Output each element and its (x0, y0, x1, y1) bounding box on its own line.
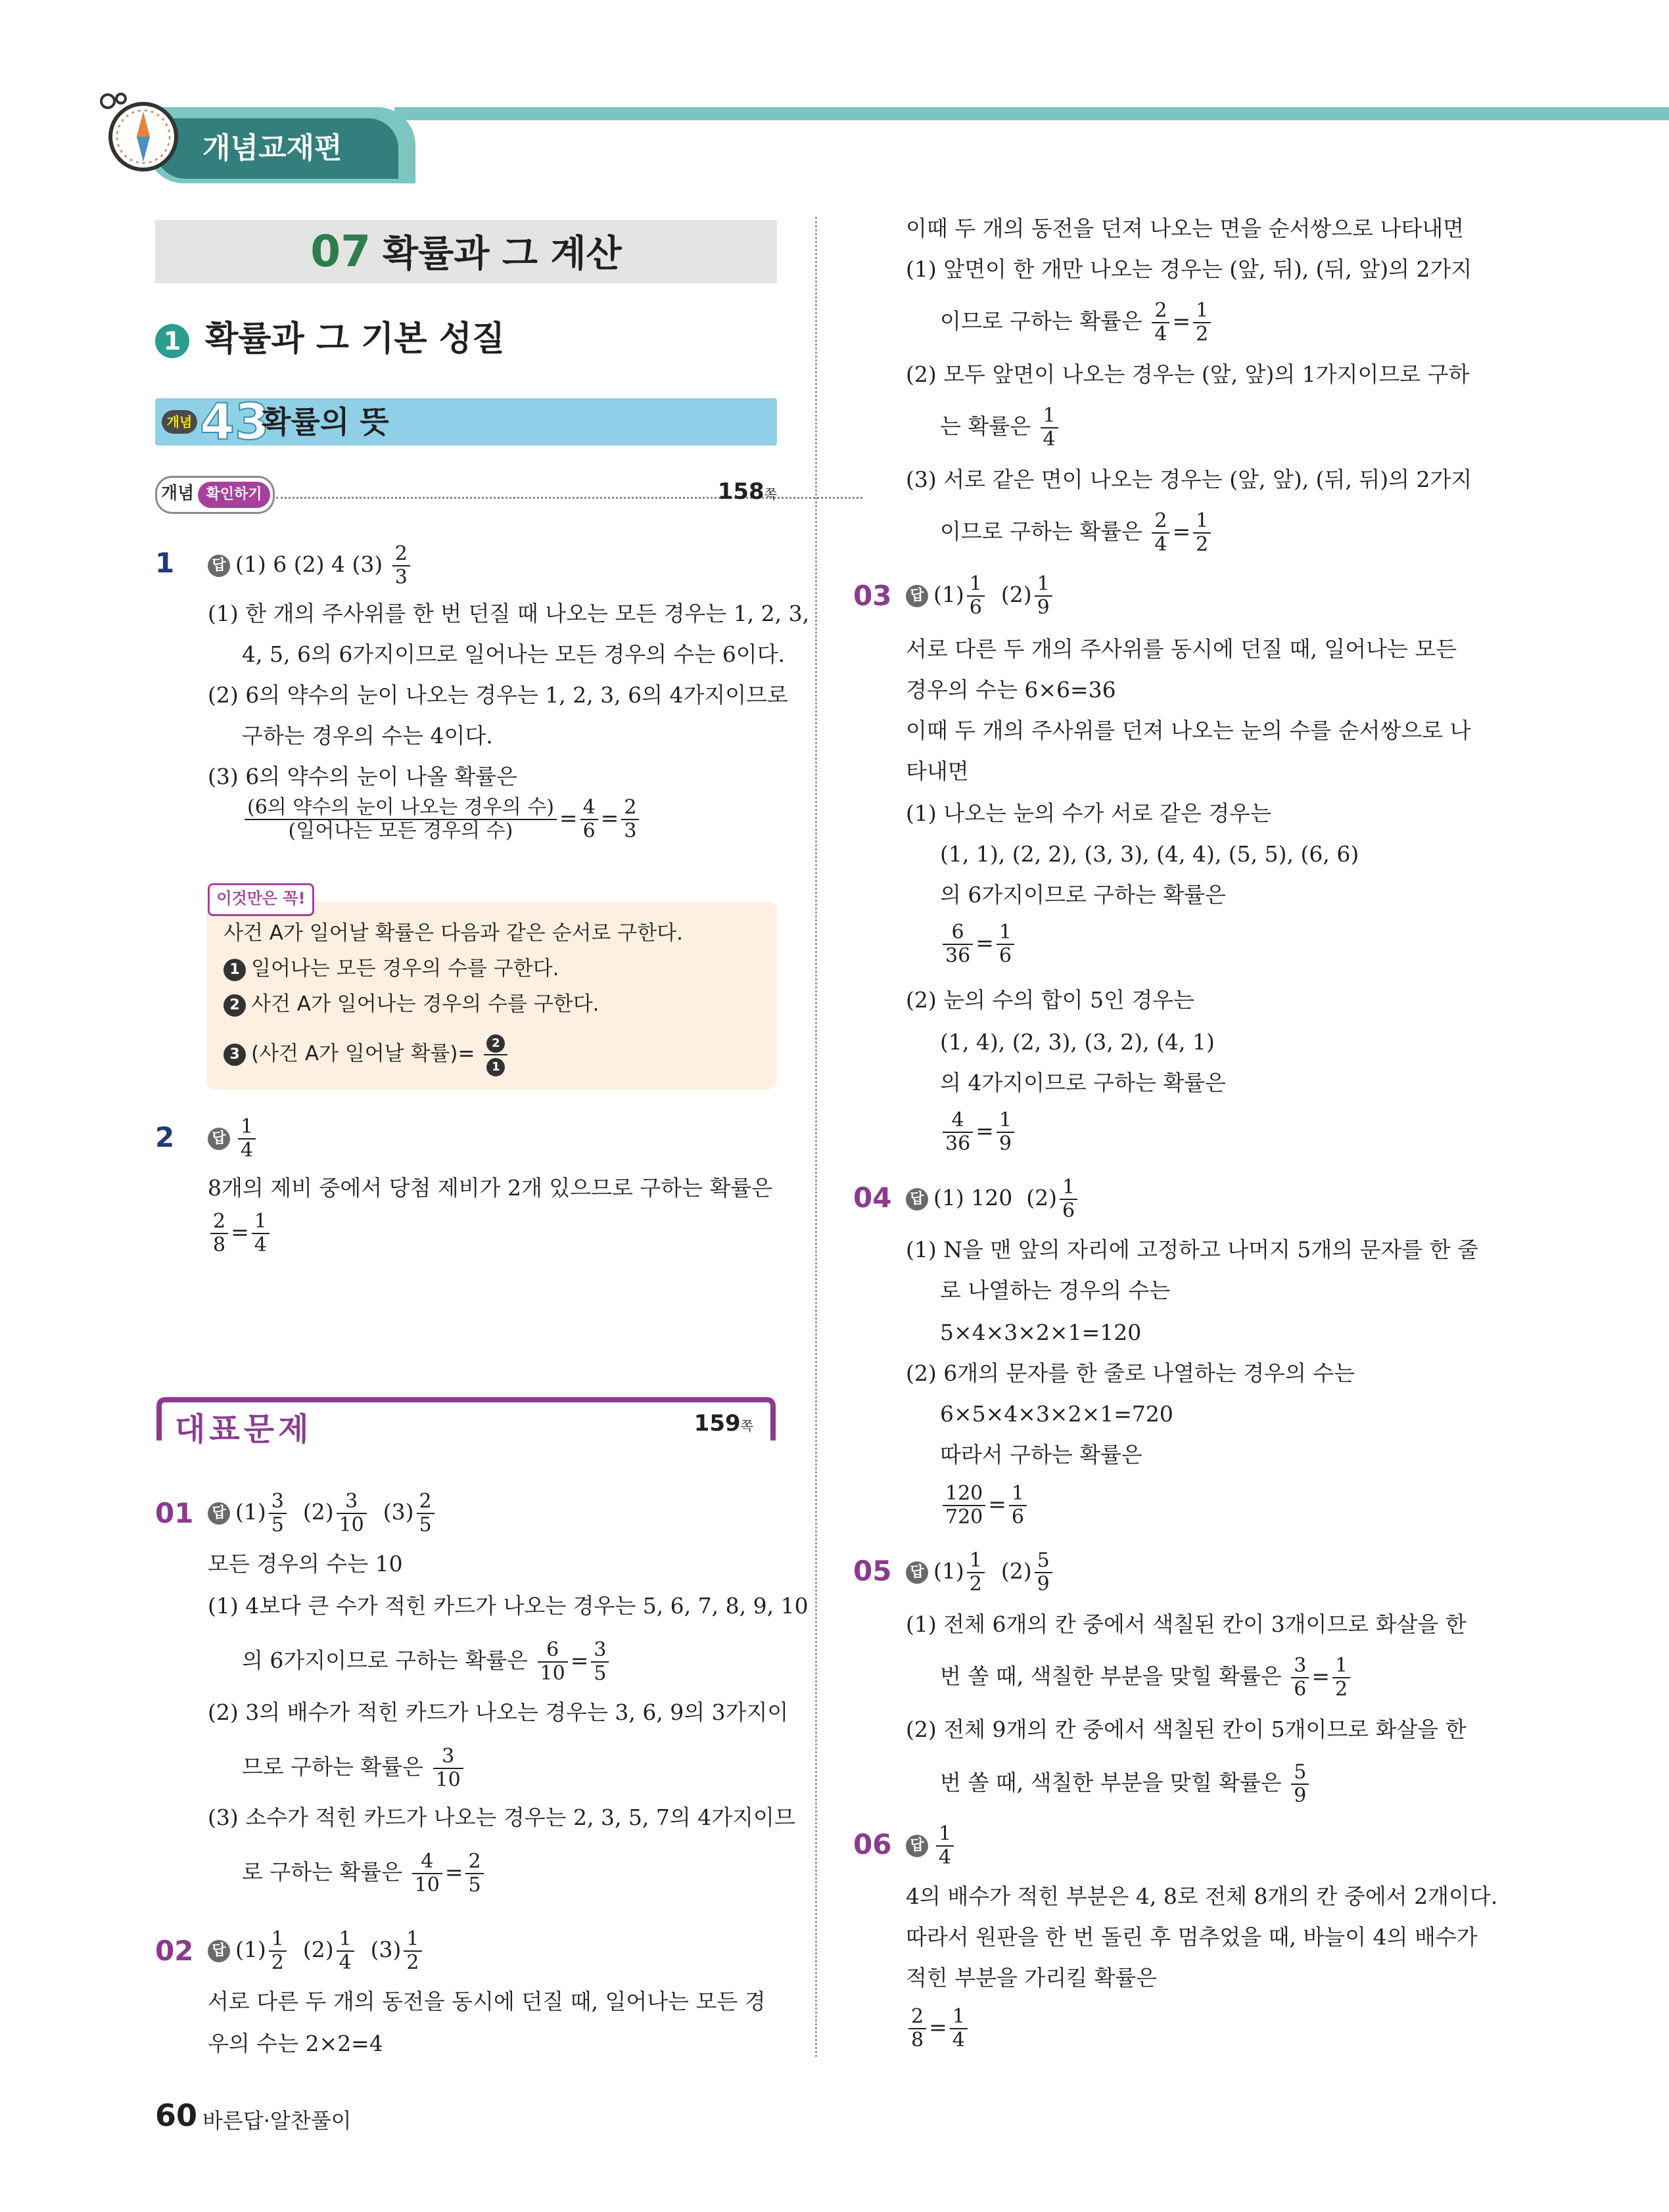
solution-line: (2) 6의 약수의 눈이 나오는 경우는 1, 2, 3, 6의 4가지이므로 (208, 682, 788, 708)
rep-header (155, 1397, 777, 1448)
fraction: $\frac{4}{6}$ (580, 796, 598, 842)
solution-line: (3) 서로 같은 면이 나오는 경우는 (앞, 앞), (뒤, 뒤)의 2가지 (906, 467, 1472, 492)
solution-line: 이때 두 개의 주사위를 던져 나오는 눈의 수를 순서쌍으로 나 (906, 718, 1471, 743)
fraction-equation: $\frac{2}{8}$ = $\frac{1}{4}$ (208, 1210, 272, 1256)
answer-icon: 답 (208, 555, 230, 577)
fraction: $\frac{2}{5}$ (417, 1490, 435, 1536)
fraction-equation: $\frac{120}{720}$ = $\frac{1}{6}$ (940, 1483, 1029, 1529)
solution-line: 로 구하는 확률은 $\frac{4}{10}$ = $\frac{2}{5}$ (242, 1851, 486, 1897)
tip-step: 3 (사건 A가 일어날 확률)= $\frac{2}{1}$ (223, 1032, 510, 1078)
solution-line: 적힌 부분을 가리킬 확률은 (906, 1965, 1158, 1991)
fraction: $\frac{1}{4}$ (950, 2006, 968, 2052)
solution-line: 8개의 제비 중에서 당첨 제비가 2개 있으므로 구하는 확률은 (208, 1175, 773, 1201)
fraction: $\frac{1}{2}$ (967, 1550, 985, 1596)
fraction: $\frac{1}{9}$ (1035, 573, 1052, 619)
solution-line: (2) 3의 배수가 적힌 카드가 나오는 경우는 3, 6, 9의 3가지이 (208, 1699, 789, 1725)
solution-line: 4, 5, 6의 6가지이므로 일어나는 모든 경우의 수는 6이다. (242, 641, 786, 667)
tip-step: 2 사건 A가 일어나는 경우의 수를 구한다. (223, 990, 599, 1019)
page-number: 60 (155, 2098, 198, 2133)
question-number: 02 (155, 1935, 194, 1967)
fraction: $\frac{1}{6}$ (1009, 1483, 1027, 1529)
solution-line: (1, 1), (2, 2), (3, 3), (4, 4), (5, 5), (6, 6) (940, 841, 1359, 867)
solution-line: (1) 한 개의 주사위를 한 번 던질 때 나오는 모든 경우는 1, 2, 3, (208, 601, 810, 626)
check-page-number: 158 (717, 478, 764, 505)
check-label-b: 확인하기 (198, 482, 270, 508)
fraction: $\frac{6}{36}$ (943, 921, 973, 967)
solution-line: (2) 모두 앞면이 나오는 경우는 (앞, 앞)의 1가지이므로 구하 (906, 361, 1470, 387)
fraction-equation: $\frac{2}{8}$ = $\frac{1}{4}$ (906, 2006, 970, 2052)
solution-line: (1) 4보다 큰 수가 적힌 카드가 나오는 경우는 5, 6, 7, 8, 9, 10 (208, 1593, 809, 1619)
compass-clock-icon (99, 92, 184, 177)
fraction: $\frac{5}{9}$ (1035, 1550, 1052, 1596)
solution-line: (1) N을 맨 앞의 자리에 고정하고 나머지 5개의 문자를 한 줄 (906, 1237, 1478, 1262)
fraction: $\frac{1}{2}$ (1193, 300, 1211, 346)
answer-icon: 답 (906, 1835, 928, 1857)
fraction: $\frac{2}{3}$ (392, 543, 410, 589)
solution-line: (2) 전체 9개의 칸 중에서 색칠된 칸이 5개이므로 화살을 한 (906, 1717, 1467, 1742)
solution-line: 므로 구하는 확률은 $\frac{3}{10}$ (242, 1745, 466, 1791)
concept-title: 확률의 뜻 (262, 404, 389, 440)
rep-page-ref: 159쪽 (693, 1410, 753, 1437)
fraction: $\frac{1}{2}$ (1332, 1655, 1350, 1701)
fraction: $\frac{1}{4}$ (936, 1823, 954, 1869)
fraction: $\frac{2}{8}$ (210, 1210, 228, 1256)
concept-number: 43 (200, 392, 270, 451)
solution-line: (3) 6의 약수의 눈이 나올 확률은 (208, 764, 517, 789)
answer-text: (1) 6 (2) 4 (3) (235, 551, 383, 577)
check-header (155, 472, 777, 511)
solution-line: 4의 배수가 적힌 부분은 4, 8로 전체 8개의 칸 중에서 2개이다. (906, 1883, 1498, 1909)
step-number-icon: 3 (223, 1044, 246, 1066)
solution-line: 경우의 수는 6×6=36 (906, 677, 1116, 703)
step-number-icon: 1 (223, 959, 246, 981)
fraction: $\frac{4}{10}$ (412, 1851, 442, 1897)
tip-label: 이것만은 꼭! (208, 883, 314, 916)
solution-line: 따라서 구하는 확률은 (940, 1442, 1142, 1467)
check-pill (155, 476, 275, 514)
fraction: $\frac{2}{4}$ (1152, 510, 1169, 556)
solution-line: (3) 소수가 적힌 카드가 나오는 경우는 2, 3, 5, 7의 4가지이므 (208, 1805, 795, 1830)
answer-line: 답 (1) $\frac{1}{6}$ (2) $\frac{1}{9}$ (906, 573, 1055, 619)
solution-line: 타내면 (906, 758, 969, 784)
solution-line: 5×4×3×2×1=120 (940, 1320, 1142, 1345)
header-tab: 개념교재편 (155, 118, 398, 179)
solution-line: 이므로 구하는 확률은 $\frac{2}{4}$ = $\frac{1}{2}$ (940, 510, 1213, 556)
chapter-title-text: 확률과 그 계산 (383, 233, 622, 275)
solution-line: 번 쏠 때, 색칠한 부분을 맞힐 확률은 $\frac{5}{9}$ (940, 1761, 1311, 1807)
section-number: 1 (155, 324, 189, 358)
fraction: $\frac{1}{2}$ (1193, 510, 1211, 556)
check-page-unit: 쪽 (764, 486, 777, 502)
solution-line: (1, 4), (2, 3), (3, 2), (4, 1) (940, 1029, 1215, 1055)
solution-line: (1) 전체 6개의 칸 중에서 색칠된 칸이 3개이므로 화살을 한 (906, 1611, 1467, 1637)
fraction: $\frac{\text{(6의 약수의 눈이 나오는 경우의 수)}}{\text{(일어나는 모든 경우의 수)}}$ (245, 796, 557, 842)
solution-line: (2) 6개의 문자를 한 줄로 나열하는 경우의 수는 (906, 1360, 1355, 1386)
fraction: $\frac{1}{4}$ (1041, 405, 1058, 451)
solution-line: 따라서 원판을 한 번 돌린 후 멈추었을 때, 바늘이 4의 배수가 (906, 1924, 1478, 1950)
fraction: $\frac{1}{2}$ (269, 1928, 287, 1974)
solution-line: 모든 경우의 수는 10 (208, 1551, 403, 1577)
answer-line: 답 (1) 120 (2) $\frac{1}{6}$ (906, 1176, 1080, 1222)
solution-line: 는 확률은 $\frac{1}{4}$ (940, 405, 1061, 451)
answer-icon: 답 (906, 1561, 928, 1584)
fraction: $\frac{3}{10}$ (433, 1745, 463, 1791)
fraction: $\frac{2}{4}$ (1152, 300, 1169, 346)
solution-line: (1) 나오는 눈의 수가 서로 같은 경우는 (906, 800, 1271, 826)
solution-line: 이므로 구하는 확률은 $\frac{2}{4}$ = $\frac{1}{2}$ (940, 300, 1213, 346)
fraction-equation: $\frac{6}{36}$ = $\frac{1}{6}$ (940, 921, 1017, 967)
answer-icon: 답 (208, 1502, 230, 1525)
fraction: $\frac{1}{9}$ (997, 1109, 1014, 1155)
section-title (155, 319, 505, 359)
solution-line: 구하는 경우의 수는 4이다. (242, 723, 493, 749)
section-title-text: 확률과 그 기본 성질 (205, 319, 505, 359)
fraction: $\frac{2}{5}$ (465, 1851, 483, 1897)
concept-badge: 개념 (162, 410, 197, 434)
column-divider (815, 217, 817, 2057)
fraction: $\frac{120}{720}$ (943, 1483, 985, 1529)
fraction: $\frac{3}{5}$ (269, 1490, 287, 1536)
answer-line: 답 (1) $\frac{1}{2}$ (2) $\frac{5}{9}$ (906, 1550, 1055, 1596)
fraction: $\frac{3}{10}$ (337, 1490, 367, 1536)
solution-line: 서로 다른 두 개의 동전을 동시에 던질 때, 일어나는 모든 경 (208, 1989, 766, 2014)
footer-title: 바른답·알찬풀이 (202, 2108, 352, 2133)
header-rule (394, 107, 1669, 120)
tip-step: 1 일어나는 모든 경우의 수를 구한다. (223, 954, 559, 983)
solution-line: 이때 두 개의 동전을 던져 나오는 면을 순서쌍으로 나타내면 (906, 216, 1464, 241)
answer-icon: 답 (906, 1188, 928, 1210)
fraction: $\frac{6}{10}$ (538, 1639, 568, 1685)
fraction: $\frac{1}{6}$ (997, 921, 1014, 967)
problem-number: 1 (155, 547, 175, 579)
answer-icon: 답 (208, 1940, 230, 1962)
question-number: 03 (853, 580, 892, 612)
fraction: $\frac{2}{3}$ (621, 796, 639, 842)
fraction: $\frac{4}{36}$ (943, 1109, 973, 1155)
fraction: $\frac{5}{9}$ (1291, 1761, 1309, 1807)
fraction: $\frac{1}{4}$ (337, 1928, 354, 1974)
solution-line: 의 6가지이므로 구하는 확률은 (940, 882, 1227, 908)
fraction: $\frac{1}{6}$ (967, 573, 985, 619)
rep-title: 대표문제 (175, 1411, 313, 1448)
solution-line: 우의 수는 2×2=4 (208, 2031, 383, 2056)
fraction: $\frac{1}{4}$ (252, 1210, 270, 1256)
solution-line: 로 나열하는 경우의 수는 (940, 1278, 1171, 1303)
solution-line: (2) 눈의 수의 합이 5인 경우는 (906, 987, 1194, 1013)
fraction: $\frac{2}{1}$ (484, 1032, 507, 1078)
answer-icon: 답 (906, 585, 928, 607)
fraction: $\frac{1}{6}$ (1060, 1176, 1077, 1222)
solution-line: 의 4가지이므로 구하는 확률은 (940, 1070, 1227, 1095)
chapter-title (155, 220, 777, 283)
question-number: 01 (155, 1497, 194, 1529)
answer-line: 답 (1) $\frac{3}{5}$ (2) $\frac{3}{10}$ (3) $\frac{2}{5}$ (208, 1490, 437, 1536)
answer-line: 답 (1) $\frac{1}{2}$ (2) $\frac{1}{4}$ (3) $\frac{1}{2}$ (208, 1928, 425, 1974)
check-page-ref (718, 478, 777, 505)
question-number: 05 (853, 1555, 892, 1587)
answer-line (906, 1823, 956, 1869)
question-number: 06 (853, 1828, 892, 1860)
fraction: $\frac{3}{5}$ (591, 1639, 609, 1685)
answer-line (208, 543, 413, 589)
solution-line: 6×5×4×3×2×1=720 (940, 1401, 1173, 1427)
concept-bar (155, 392, 777, 451)
solution-line: 의 6가지이므로 구하는 확률은 $\frac{6}{10}$ = $\frac{3}{5}$ (242, 1639, 611, 1685)
solution-line: 번 쏠 때, 색칠한 부분을 맞힐 확률은 $\frac{3}{6}$ = $\frac{1}{2}$ (940, 1655, 1353, 1701)
tip-line: 사건 A가 일어날 확률은 다음과 같은 순서로 구한다. (223, 921, 683, 945)
check-label-a: 개념 (161, 484, 195, 503)
fraction-equation: $\frac{4}{36}$ = $\frac{1}{9}$ (940, 1109, 1017, 1155)
solution-line: (1) 앞면이 한 개만 나오는 경우는 (앞, 뒤), (뒤, 앞)의 2가지 (906, 256, 1472, 282)
solution-line: 서로 다른 두 개의 주사위를 동시에 던질 때, 일어나는 모든 (906, 636, 1457, 662)
problem-number: 2 (155, 1121, 175, 1153)
fraction: $\frac{1}{2}$ (404, 1928, 421, 1974)
answer-icon: 답 (208, 1128, 230, 1150)
answer-line (208, 1116, 258, 1162)
step-number-icon: 2 (223, 994, 246, 1017)
fraction: $\frac{2}{8}$ (908, 2006, 926, 2052)
fraction-equation: $\frac{\text{(6의 약수의 눈이 나오는 경우의 수)}}{\text{(일어나는 모든 경우의 수)}}$ = $\frac{4}{6}$ = $\frac{2}{3}$ (242, 796, 642, 842)
fraction: $\frac{1}{4}$ (238, 1116, 256, 1162)
chapter-number: 07 (310, 226, 371, 277)
fraction: $\frac{3}{6}$ (1291, 1655, 1309, 1701)
question-number: 04 (853, 1182, 892, 1214)
